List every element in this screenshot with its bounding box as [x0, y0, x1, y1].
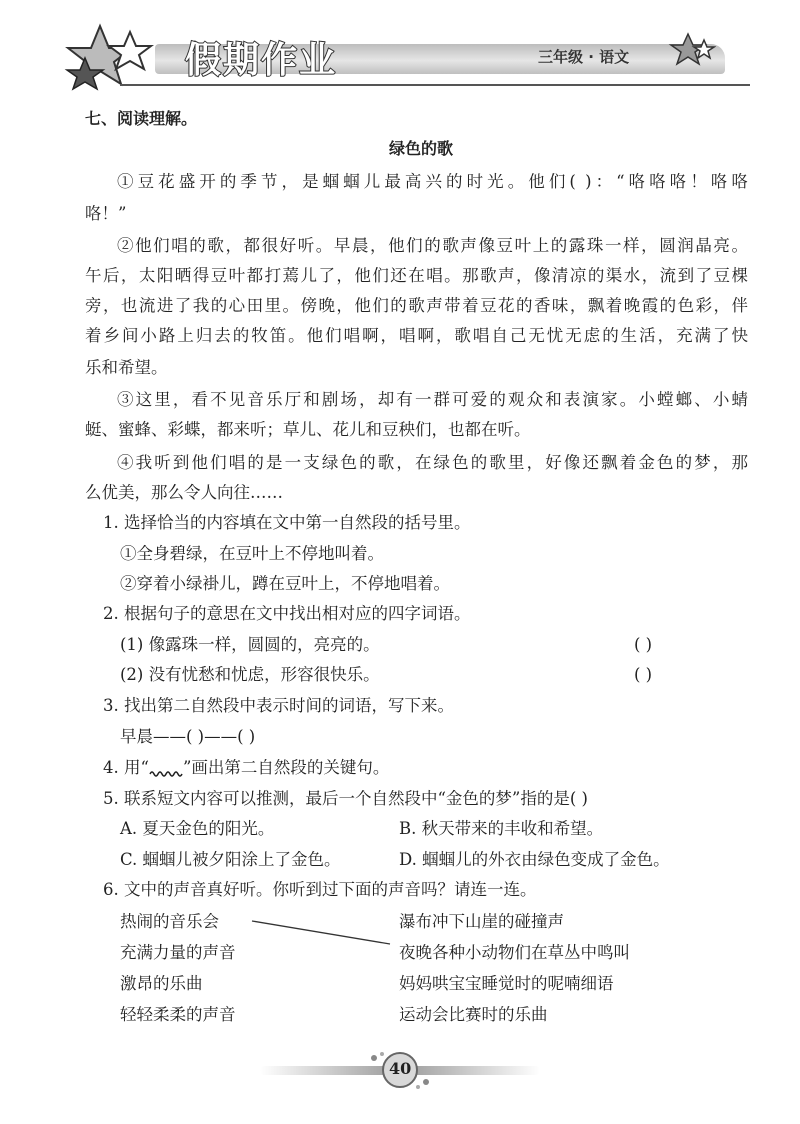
question-5-option-d[interactable]: D. 蝈蝈儿的外衣由绿色变成了金色。 [399, 850, 670, 869]
question-2-blank-1[interactable]: ( ) [634, 635, 653, 654]
question-5-stem: 5. 联系短文内容可以推测，最后一个自然段中“金色的梦”指的是( ) [103, 789, 588, 808]
question-3-answer-line[interactable]: 早晨——( )——( ) [120, 727, 256, 746]
question-3-stem: 3. 找出第二自然段中表示时间的词语，写下来。 [103, 696, 454, 715]
paragraph-2-line-4: 着乡间小路上归去的牧笛。他们唱啊，唱啊，歌唱自己无忧无虑的生活，充满了快 [85, 326, 748, 345]
match-left-4[interactable]: 轻轻柔柔的声音 [120, 1005, 236, 1024]
match-right-2[interactable]: 夜晚各种小动物们在草丛中鸣叫 [399, 943, 630, 962]
header-title: 假期作业 [185, 40, 338, 81]
paragraph-2-line-3: 旁，也流进了我的心田里。傍晚，他们的歌声带着豆花的香味，飘着晚霞的色彩，伴 [85, 296, 748, 315]
header-subtitle: 三年级 · 语文 [538, 48, 630, 66]
match-right-4[interactable]: 运动会比赛时的乐曲 [399, 1005, 548, 1024]
question-1-option-1: ①全身碧绿，在豆叶上不停地叫着。 [120, 544, 384, 563]
paragraph-1-line-2: 咯！” [85, 204, 127, 223]
section-heading: 七、阅读理解。 [85, 109, 198, 128]
question-2-stem: 2. 根据句子的意思在文中找出相对应的四字词语。 [103, 604, 471, 623]
match-left-3[interactable]: 激昂的乐曲 [120, 974, 203, 993]
question-2-item-2: (2) 没有忧愁和忧虑，形容很快乐。 [120, 665, 380, 684]
question-4-stem-end: ”画出第二自然段的关键句。 [182, 758, 390, 777]
page-number: 40 [389, 1059, 412, 1078]
question-1-option-2: ②穿着小绿褂儿，蹲在豆叶上，不停地唱着。 [120, 574, 450, 593]
question-2-blank-2[interactable]: ( ) [634, 665, 653, 684]
question-2-item-1: (1) 像露珠一样，圆圆的，亮亮的。 [120, 635, 380, 654]
question-5-option-c[interactable]: C. 蝈蝈儿被夕阳涂上了金色。 [120, 850, 341, 869]
question-4-stem-start: 4. 用“ [103, 758, 149, 777]
paragraph-4-line-1: ④我听到他们唱的是一支绿色的歌，在绿色的歌里，好像还飘着金色的梦，那 [117, 453, 748, 472]
match-left-2[interactable]: 充满力量的声音 [120, 943, 236, 962]
paragraph-2-line-5: 乐和希望。 [85, 358, 168, 377]
question-5-option-b[interactable]: B. 秋天带来的丰收和希望。 [399, 819, 604, 838]
paragraph-1-line-1: ①豆花盛开的季节，是蝈蝈儿最高兴的时光。他们( )：“咯咯咯！咯咯 [117, 172, 748, 191]
question-1-stem: 1. 选择恰当的内容填在文中第一自然段的括号里。 [103, 513, 471, 532]
question-5-option-a[interactable]: A. 夏天金色的阳光。 [120, 819, 275, 838]
paragraph-3-line-2: 蜓、蜜蜂、彩蝶，都来听；草儿、花儿和豆秧们，也都在听。 [85, 420, 531, 439]
page-footer [250, 1048, 550, 1092]
paragraph-3-line-1: ③这里，看不见音乐厅和剧场，却有一群可爱的观众和表演家。小螳螂、小蜻 [117, 390, 748, 409]
match-left-1[interactable]: 热闹的音乐会 [120, 912, 219, 931]
paragraph-2-line-2: 午后，太阳晒得豆叶都打蔫儿了，他们还在唱。那歌声，像清凉的渠水，流到了豆棵 [85, 266, 748, 285]
match-right-1[interactable]: 瀑布冲下山崖的碰撞声 [399, 912, 564, 931]
passage-title: 绿色的歌 [389, 139, 454, 158]
match-right-3[interactable]: 妈妈哄宝宝睡觉时的呢喃细语 [399, 974, 614, 993]
paragraph-2-line-1: ②他们唱的歌，都很好听。早晨，他们的歌声像豆叶上的露珠一样，圆润晶亮。 [117, 236, 748, 255]
question-6-stem: 6. 文中的声音真好听。你听到过下面的声音吗？请连一连。 [103, 880, 537, 899]
paragraph-4-line-2: 么优美，那么令人向往…… [85, 483, 283, 502]
